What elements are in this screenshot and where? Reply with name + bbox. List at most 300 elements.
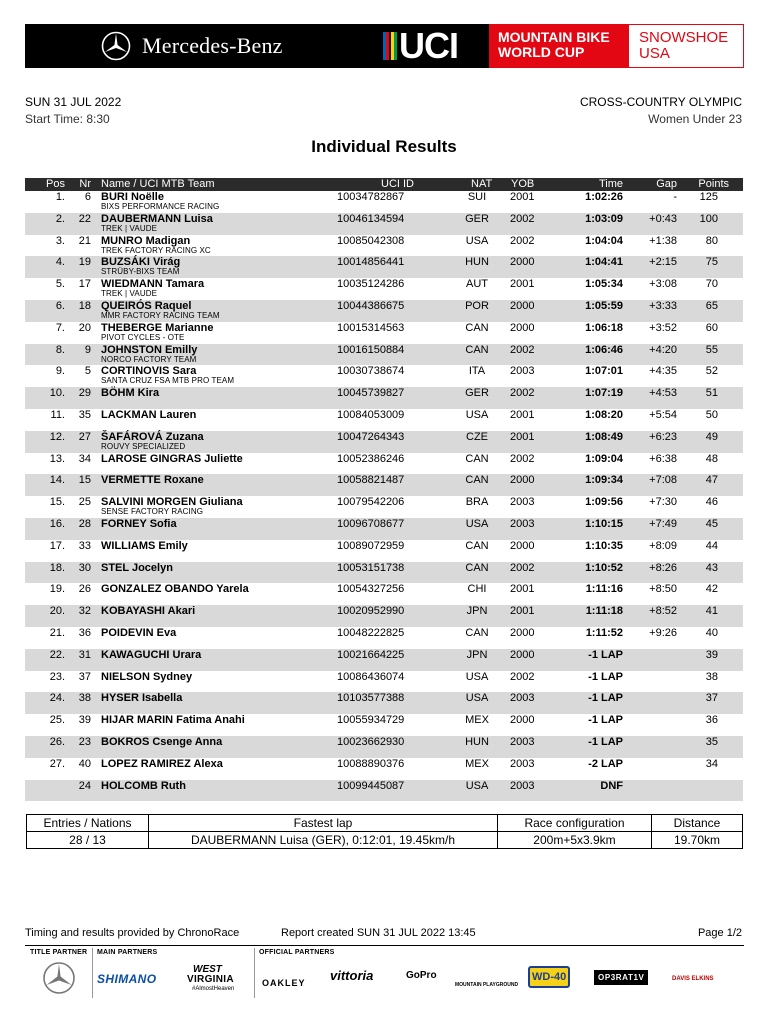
row-points: 55: [705, 343, 718, 356]
config-label: Race configuration: [498, 815, 652, 832]
row-uci-id: 10020952990: [337, 605, 405, 618]
table-row: [25, 605, 743, 627]
row-nat: USA: [465, 692, 489, 705]
row-time: 1:05:59: [585, 299, 623, 312]
row-points: 40: [705, 626, 718, 639]
rider-name: FORNEY Sofia: [101, 517, 177, 530]
rider-team: STRÜBY-BIXS TEAM: [101, 267, 180, 277]
row-nat: AUT: [466, 278, 488, 291]
row-yob: 2003: [510, 365, 535, 378]
row-gap: +7:30: [649, 496, 677, 509]
entries-value: 28 / 13: [27, 832, 149, 849]
row-pos: 27.: [49, 757, 65, 770]
row-gap: +3:52: [649, 321, 677, 334]
row-pos: 1.: [55, 191, 65, 203]
row-nr: 22: [78, 212, 91, 225]
row-time: -1 LAP: [588, 735, 623, 748]
row-pos: 17.: [49, 539, 65, 552]
row-yob: 2000: [510, 648, 535, 661]
row-gap: +2:15: [649, 256, 677, 269]
rider-team: TREK FACTORY RACING XC: [101, 245, 211, 255]
row-nat: HUN: [465, 735, 489, 748]
row-time: -1 LAP: [588, 714, 623, 727]
row-nr: 21: [78, 234, 91, 247]
row-pos: 4.: [55, 256, 65, 269]
row-nr: 30: [78, 561, 91, 574]
rider-name: MUNRO Madigan: [101, 234, 191, 247]
row-time: 1:08:49: [585, 430, 623, 443]
table-row: [25, 627, 743, 649]
results-body: [25, 191, 743, 801]
table-row: [25, 671, 743, 693]
vittoria-logo: vittoria: [330, 968, 374, 983]
row-nr: 32: [78, 605, 91, 618]
distance-value: 19.70km: [652, 832, 743, 849]
table-row: [25, 453, 743, 475]
rider-name: DAUBERMANN Luisa: [101, 212, 213, 225]
row-nat: USA: [465, 234, 489, 247]
row-points: 65: [705, 299, 718, 312]
row-nr: 40: [78, 757, 91, 770]
rider-name: BUZSÁKI Virág: [101, 256, 181, 269]
row-points: 80: [705, 234, 718, 247]
row-pos: 10.: [49, 387, 65, 400]
table-row: [25, 583, 743, 605]
row-pos: 23.: [49, 670, 65, 683]
row-time: 1:04:41: [585, 256, 623, 269]
row-time: 1:06:46: [585, 343, 623, 356]
row-points: 37: [705, 692, 718, 705]
row-gap: +3:08: [649, 278, 677, 291]
title-partner-label: TITLE PARTNER: [30, 949, 88, 956]
row-time: 1:10:52: [585, 561, 623, 574]
row-points: 44: [705, 539, 718, 552]
gopro-logo: GoPro: [406, 970, 437, 981]
row-nat: POR: [465, 299, 489, 312]
row-yob: 2000: [510, 626, 535, 639]
row-nat: USA: [465, 670, 489, 683]
row-pos: 7.: [55, 321, 65, 334]
row-uci-id: 10099445087: [337, 779, 405, 792]
row-uci-id: 10023662930: [337, 735, 405, 748]
table-row: [25, 387, 743, 409]
row-nat: HUN: [465, 256, 489, 269]
row-uci-id: 10088890376: [337, 757, 405, 770]
row-yob: 2002: [510, 212, 535, 225]
row-points: 100: [699, 212, 718, 225]
row-nat: CAN: [465, 474, 489, 487]
table-row: [25, 213, 743, 235]
wd40-logo: WD-40: [528, 966, 570, 988]
row-nr: 35: [78, 408, 91, 421]
row-yob: 2001: [510, 583, 535, 596]
row-time: -1 LAP: [588, 692, 623, 705]
row-pos: 24.: [49, 692, 65, 705]
row-pos: 5.: [55, 278, 65, 291]
row-points: 51: [705, 387, 718, 400]
table-row: [25, 431, 743, 453]
row-nr: 17: [78, 278, 91, 291]
table-row: [25, 409, 743, 431]
row-yob: 2002: [510, 343, 535, 356]
table-row: [25, 540, 743, 562]
row-nr: 20: [78, 321, 91, 334]
rider-name: GONZALEZ OBANDO Yarela: [101, 583, 249, 596]
row-gap: +3:33: [649, 299, 677, 312]
row-pos: 20.: [49, 605, 65, 618]
row-yob: 2003: [510, 735, 535, 748]
row-points: 38: [705, 670, 718, 683]
row-nr: 25: [78, 496, 91, 509]
distance-label: Distance: [652, 815, 743, 832]
fastest-value: DAUBERMANN Luisa (GER), 0:12:01, 19.45km/h: [149, 832, 498, 849]
west-virginia-tagline: #AlmostHeaven: [192, 986, 235, 992]
row-nr: 24: [78, 779, 91, 792]
row-gap: +8:52: [649, 605, 677, 618]
row-nat: ITA: [468, 365, 486, 378]
row-nat: CAN: [465, 452, 489, 465]
table-row: [25, 649, 743, 671]
venue-block: [629, 24, 744, 68]
row-yob: 2002: [510, 670, 535, 683]
row-time: 1:08:20: [585, 408, 623, 421]
row-nat: USA: [465, 779, 489, 792]
row-yob: 2000: [510, 321, 535, 334]
col-points: Points: [698, 178, 729, 190]
rider-name: LAROSE GINGRAS Juliette: [101, 452, 243, 465]
row-uci-id: 10045739827: [337, 387, 405, 400]
row-pos: 6.: [55, 299, 65, 312]
row-uci-id: 10030738674: [337, 365, 405, 378]
row-uci-id: 10035124286: [337, 278, 405, 291]
row-gap: +6:38: [649, 452, 677, 465]
row-nr: 31: [78, 648, 91, 661]
rider-name: BURI Noëlle: [101, 191, 164, 203]
row-nat: USA: [465, 517, 489, 530]
row-pos: 21.: [49, 626, 65, 639]
row-time: -1 LAP: [588, 648, 623, 661]
row-nat: GER: [465, 387, 489, 400]
fastest-label: Fastest lap: [149, 815, 498, 832]
partner-divider: [92, 948, 93, 998]
row-yob: 2003: [510, 517, 535, 530]
row-gap: -: [673, 191, 677, 203]
row-points: 39: [705, 648, 718, 661]
row-yob: 2002: [510, 452, 535, 465]
race-date: SUN 31 JUL 2022: [25, 95, 122, 109]
table-row: [25, 758, 743, 780]
row-uci-id: 10046134594: [337, 212, 405, 225]
row-points: 49: [705, 430, 718, 443]
row-yob: 2001: [510, 278, 535, 291]
row-nat: CAN: [465, 626, 489, 639]
rider-team: PIVOT CYCLES - OTE: [101, 332, 185, 342]
row-uci-id: 10053151738: [337, 561, 405, 574]
row-nat: SUI: [467, 191, 487, 203]
row-nr: 18: [78, 299, 91, 312]
row-time: 1:11:18: [585, 605, 623, 618]
row-nr: 27: [78, 430, 91, 443]
row-yob: 2003: [510, 757, 535, 770]
row-uci-id: 10055934729: [337, 714, 405, 727]
row-time: 1:07:01: [585, 365, 623, 378]
row-uci-id: 10089072959: [337, 539, 405, 552]
config-value: 200m+5x3.9km: [498, 832, 652, 849]
timing-provider: Timing and results provided by ChronoRace: [25, 927, 240, 939]
footer-divider: [25, 945, 744, 946]
rider-name: HOLCOMB Ruth: [101, 779, 186, 792]
row-nr: 15: [78, 474, 91, 487]
rider-name: QUEIRÓS Raquel: [101, 299, 192, 312]
mercedes-star-icon: [101, 31, 131, 61]
row-uci-id: 10085042308: [337, 234, 405, 247]
row-nat: GER: [465, 212, 489, 225]
row-yob: 2000: [510, 299, 535, 312]
row-time: 1:06:18: [585, 321, 623, 334]
row-points: 48: [705, 452, 718, 465]
row-nr: 23: [78, 735, 91, 748]
west-virginia-logo-line1: WEST: [193, 964, 222, 975]
row-time: -1 LAP: [588, 670, 623, 683]
row-uci-id: 10103577388: [337, 692, 405, 705]
row-points: 41: [705, 605, 718, 618]
col-uci-id: UCI ID: [381, 178, 414, 190]
row-time: 1:09:04: [585, 452, 623, 465]
row-nat: CAN: [465, 561, 489, 574]
uci-rainbow-stripes-icon: [383, 32, 397, 60]
west-virginia-logo-line2: VIRGINIA: [187, 974, 234, 985]
rider-name: VERMETTE Roxane: [101, 474, 204, 487]
rider-name: LOPEZ RAMIREZ Alexa: [101, 757, 223, 770]
row-nr: 33: [78, 539, 91, 552]
table-row: [25, 780, 743, 802]
row-nat: MEX: [465, 757, 489, 770]
row-gap: +1:38: [649, 234, 677, 247]
row-time: 1:09:34: [585, 474, 623, 487]
table-row: [25, 518, 743, 540]
rider-name: CORTINOVIS Sara: [101, 365, 197, 378]
row-gap: +7:08: [649, 474, 677, 487]
row-nat: JPN: [466, 648, 488, 661]
report-created: Report created SUN 31 JUL 2022 13:45: [281, 927, 476, 939]
row-gap: +4:53: [649, 387, 677, 400]
row-uci-id: 10079542206: [337, 496, 405, 509]
row-gap: +0:43: [649, 212, 677, 225]
row-points: 34: [705, 757, 718, 770]
row-gap: +8:26: [649, 561, 677, 574]
row-gap: +4:20: [649, 343, 677, 356]
row-uci-id: 10096708677: [337, 517, 405, 530]
row-points: 42: [705, 583, 718, 596]
row-gap: +4:35: [649, 365, 677, 378]
row-nat: CAN: [465, 539, 489, 552]
category: Women Under 23: [648, 112, 742, 126]
rider-name: LACKMAN Lauren: [101, 408, 197, 421]
row-nr: 38: [78, 692, 91, 705]
row-points: 47: [705, 474, 718, 487]
row-gap: +9:26: [649, 626, 677, 639]
rider-team: MMR FACTORY RACING TEAM: [101, 310, 220, 320]
rider-team: TREK | VAUDE: [101, 289, 158, 299]
row-time: -2 LAP: [588, 757, 623, 770]
row-pos: 13.: [49, 452, 65, 465]
row-yob: 2003: [510, 692, 535, 705]
table-header: [25, 178, 743, 191]
table-row: [25, 365, 743, 387]
row-gap: +8:09: [649, 539, 677, 552]
rider-team: BIXS PERFORMANCE RACING: [101, 202, 220, 211]
row-yob: 2000: [510, 474, 535, 487]
sponsor-name: Mercedes-Benz: [142, 33, 283, 58]
row-gap: +5:54: [649, 408, 677, 421]
mountain-playground-logo: MOUNTAIN PLAYGROUND: [455, 982, 519, 988]
row-uci-id: 10052386246: [337, 452, 405, 465]
row-uci-id: 10058821487: [337, 474, 405, 487]
row-gap: +7:49: [649, 517, 677, 530]
rider-name: HIJAR MARIN Fatima Anahi: [101, 714, 245, 727]
official-partners-label: OFFICIAL PARTNERS: [259, 949, 335, 956]
row-nr: 19: [78, 256, 91, 269]
rider-team: SENSE FACTORY RACING: [101, 507, 204, 517]
row-uci-id: 10014856441: [337, 256, 405, 269]
rider-name: STEL Jocelyn: [101, 561, 173, 574]
table-row: [25, 235, 743, 257]
row-points: 60: [705, 321, 718, 334]
mercedes-star-icon: [39, 961, 79, 995]
series-block: [489, 24, 629, 68]
row-pos: 19.: [49, 583, 65, 596]
row-pos: 18.: [49, 561, 65, 574]
row-nat: CAN: [465, 343, 489, 356]
row-points: 75: [705, 256, 718, 269]
row-uci-id: 10044386675: [337, 299, 405, 312]
header-banner: [25, 24, 744, 68]
row-pos: 11.: [50, 408, 65, 421]
row-points: 45: [705, 517, 718, 530]
row-yob: 2000: [510, 539, 535, 552]
row-time: 1:07:19: [585, 387, 623, 400]
venue-line1: SNOWSHOE: [639, 29, 729, 46]
row-uci-id: 10021664225: [337, 648, 405, 661]
row-yob: 2003: [510, 496, 535, 509]
rider-team: NORCO FACTORY TEAM: [101, 354, 197, 364]
row-nat: CHI: [467, 583, 487, 596]
rider-name: WIEDMANN Tamara: [101, 278, 205, 291]
row-points: 43: [705, 561, 718, 574]
rider-name: POIDEVIN Eva: [101, 626, 177, 639]
row-nr: 28: [78, 517, 91, 530]
row-gap: +6:23: [649, 430, 677, 443]
row-pos: 25.: [49, 714, 65, 727]
row-pos: 3.: [55, 234, 65, 247]
row-nr: 5: [84, 365, 91, 378]
main-partners-label: MAIN PARTNERS: [97, 949, 158, 956]
table-row: [25, 322, 743, 344]
row-nr: 39: [78, 714, 91, 727]
table-row: [25, 562, 743, 584]
row-pos: 14.: [49, 474, 65, 487]
row-nr: 29: [78, 387, 91, 400]
col-yob: YOB: [511, 178, 535, 190]
row-points: 52: [705, 365, 718, 378]
page-number: Page 1/2: [697, 927, 742, 939]
col-gap: Gap: [656, 178, 677, 190]
table-row: [25, 191, 743, 213]
summary-table: [26, 814, 743, 849]
row-yob: 2001: [510, 408, 535, 421]
row-nr: 36: [78, 626, 91, 639]
row-yob: 2002: [510, 234, 535, 247]
table-row: [25, 474, 743, 496]
table-row: [25, 300, 743, 322]
table-row: [25, 714, 743, 736]
row-nat: USA: [465, 408, 489, 421]
rider-name: ŠAFÁROVÁ Zuzana: [101, 430, 204, 443]
entries-label: Entries / Nations: [27, 815, 149, 832]
row-nr: 34: [78, 452, 91, 465]
page-title: Individual Results: [311, 137, 457, 156]
rider-name: KOBAYASHI Akari: [101, 605, 196, 618]
row-time: 1:05:34: [585, 278, 623, 291]
rider-name: BÖHM Kira: [101, 387, 160, 400]
rider-team: TREK | VAUDE: [101, 223, 158, 233]
row-uci-id: 10086436074: [337, 670, 405, 683]
venue-line2: USA: [639, 45, 670, 62]
row-yob: 2002: [510, 561, 535, 574]
rider-name: KAWAGUCHI Urara: [101, 648, 202, 661]
row-time: 1:11:52: [585, 626, 623, 639]
row-pos: 16.: [49, 517, 65, 530]
row-nat: BRA: [465, 496, 489, 509]
col-name: Name / UCI MTB Team: [101, 178, 215, 190]
row-uci-id: 10054327256: [337, 583, 405, 596]
row-time: 1:03:09: [585, 212, 623, 225]
table-row: [25, 736, 743, 758]
rider-team: ROUVY SPECIALIZED: [101, 441, 186, 451]
row-yob: 2001: [510, 605, 535, 618]
op3ratv-logo: OP3RAT1V: [594, 970, 648, 985]
rider-name: SALVINI MORGEN Giuliana: [101, 496, 243, 509]
series-line1: MOUNTAIN BIKE: [498, 29, 610, 45]
rider-name: HYSER Isabella: [101, 692, 183, 705]
row-pos: 12.: [49, 430, 65, 443]
row-uci-id: 10015314563: [337, 321, 405, 334]
table-row: [25, 344, 743, 366]
rider-name: WILLIAMS Emily: [101, 539, 188, 552]
row-time: 1:04:04: [585, 234, 623, 247]
davis-elkins-logo: DAVIS ELKINS: [672, 976, 714, 982]
rider-team: SANTA CRUZ FSA MTB PRO TEAM: [101, 376, 235, 386]
row-points: 50: [705, 408, 718, 421]
row-pos: 8.: [55, 343, 65, 356]
rider-name: JOHNSTON Emilly: [101, 343, 198, 356]
row-points: 35: [705, 735, 718, 748]
oakley-logo: OAKLEY: [262, 978, 306, 988]
row-yob: 2002: [510, 387, 535, 400]
row-uci-id: 10084053009: [337, 408, 405, 421]
rider-name: BOKROS Csenge Anna: [101, 735, 223, 748]
col-nr: Nr: [79, 178, 91, 190]
start-time: Start Time: 8:30: [25, 112, 110, 126]
row-pos: 2.: [55, 212, 65, 225]
row-yob: 2000: [510, 714, 535, 727]
row-time: 1:09:56: [585, 496, 623, 509]
row-nat: JPN: [466, 605, 488, 618]
row-time: 1:02:26: [585, 191, 623, 203]
row-pos: 9.: [55, 365, 65, 378]
row-pos: 15.: [49, 496, 65, 509]
row-nat: CZE: [466, 430, 488, 443]
